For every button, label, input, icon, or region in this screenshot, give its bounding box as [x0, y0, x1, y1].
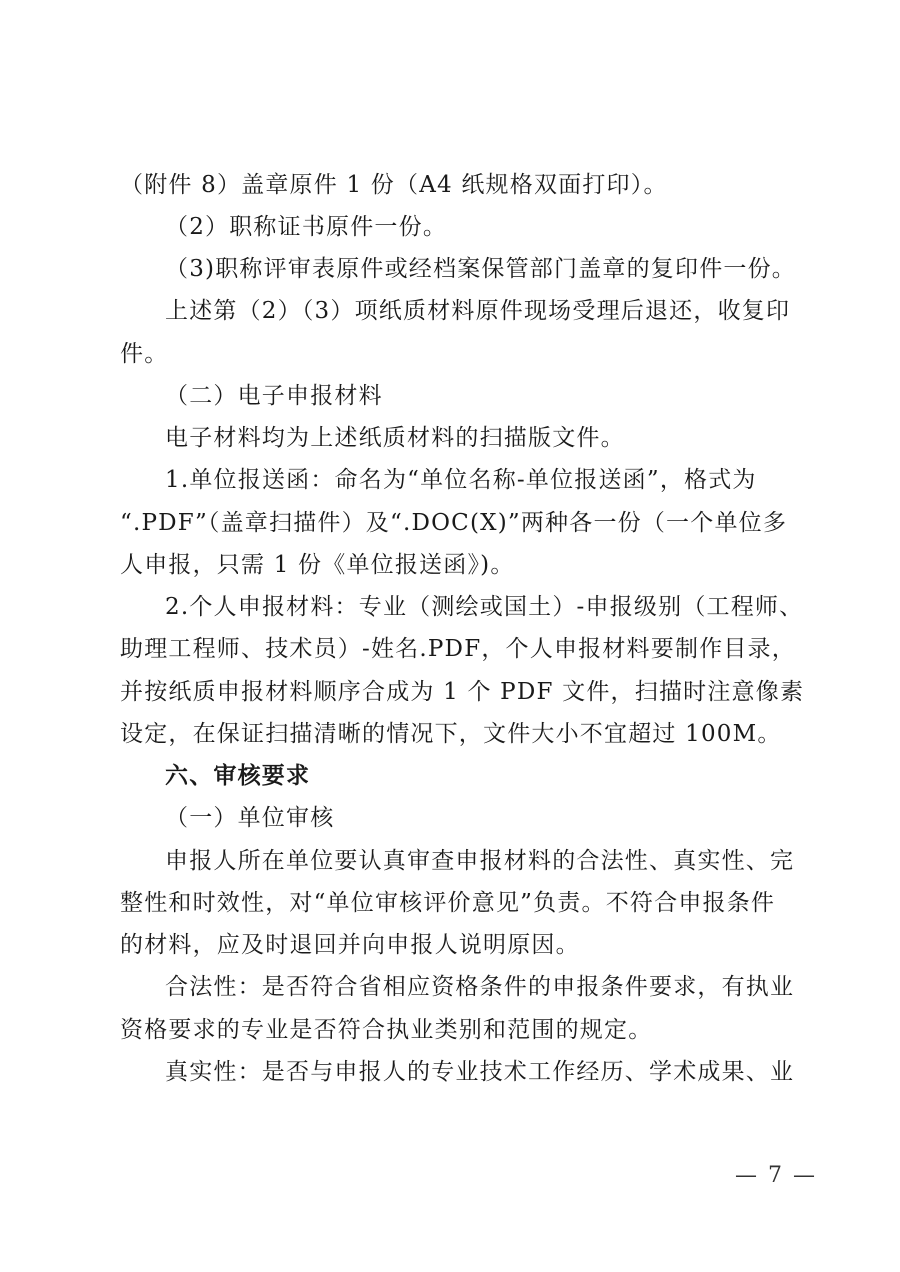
text-line-17: 申报人所在单位要认真审查申报材料的合法性、真实性、完	[165, 848, 795, 874]
text-line-9: “.PDF”（盖章扫描件）及“.DOC(X)”两种各一份（一个单位多	[120, 510, 788, 536]
text-line-11: 2.个人申报材料：专业（测绘或国土）-申报级别（工程师、	[165, 594, 804, 620]
text-line-21: 资格要求的专业是否符合执业类别和范围的规定。	[120, 1017, 653, 1043]
text-line-2: （2）职称证书原件一份。	[165, 214, 448, 240]
page-number: — 7 —	[735, 1163, 817, 1188]
text-line-18: 整性和时效性，对“单位审核评价意见”负责。不符合申报条件	[120, 890, 776, 916]
text-line-14: 设定，在保证扫描清晰的情况下，文件大小不宜超过 100M。	[120, 721, 782, 747]
text-line-19: 的材料，应及时退回并向申报人说明原因。	[120, 932, 580, 958]
text-line-12: 助理工程师、技术员）-姓名.PDF，个人申报材料要制作目录，	[120, 636, 796, 662]
text-line-5: 件。	[120, 341, 169, 367]
text-line-20: 合法性：是否符合省相应资格条件的申报条件要求，有执业	[165, 974, 795, 1000]
section-heading-review: 六、审核要求	[165, 762, 311, 789]
text-line-3: （3)职称评审表原件或经档案保管部门盖章的复印件一份。	[165, 256, 797, 282]
text-line-8: 1.单位报送函：命名为“单位名称-单位报送函”，格式为	[165, 467, 757, 493]
text-line-1: （附件 8）盖章原件 1 份（A4 纸规格双面打印）。	[120, 172, 668, 198]
text-line-7: 电子材料均为上述纸质材料的扫描版文件。	[165, 425, 625, 451]
section-heading-electronic: （二）电子申报材料	[165, 383, 383, 409]
text-line-22: 真实性：是否与申报人的专业技术工作经历、学术成果、业	[165, 1059, 795, 1085]
text-line-10: 人申报，只需 1 份《单位报送函》)。	[120, 552, 515, 578]
subsection-heading-unit-review: （一）单位审核	[165, 805, 335, 831]
text-line-4: 上述第（2）（3）项纸质材料原件现场受理后退还，收复印	[165, 298, 791, 324]
text-line-13: 并按纸质申报材料顺序合成为 1 个 PDF 文件，扫描时注意像素	[120, 679, 805, 705]
